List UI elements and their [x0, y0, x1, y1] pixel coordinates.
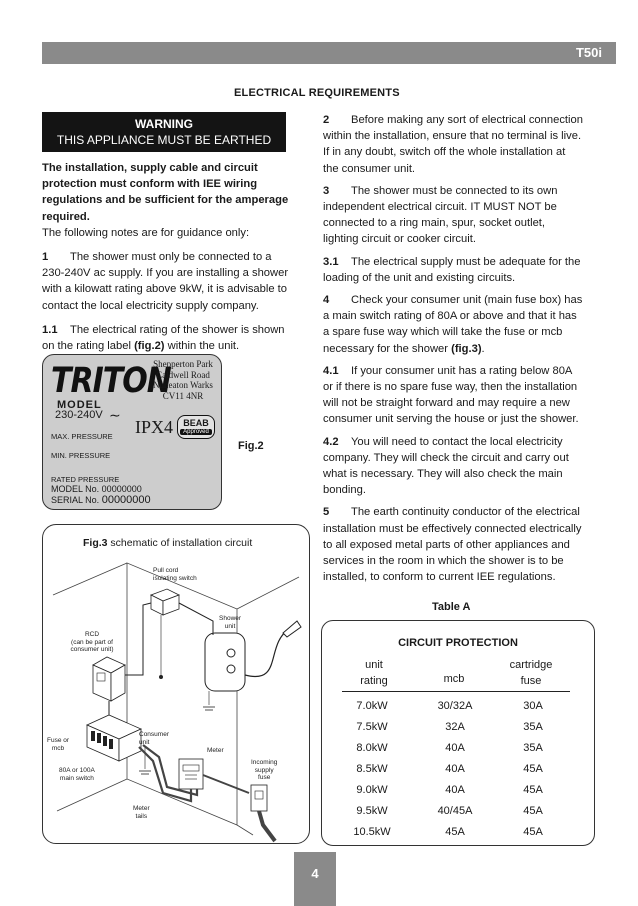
- rated-pressure-label: RATED PRESSURE: [51, 475, 120, 484]
- note-text-end: within the unit.: [164, 340, 240, 353]
- address-line: Shepperton Park: [153, 359, 213, 369]
- meter-tails-label: Meter tails: [133, 805, 150, 820]
- header-mcb: mcb: [443, 673, 465, 685]
- incoming-supply-cable: [259, 811, 275, 841]
- address-line: CV11 4NR: [162, 390, 204, 401]
- note-text-end: .: [481, 342, 485, 355]
- table-row: 7.0kW 30/32A 30A: [356, 699, 543, 712]
- beab-text: BEAB: [183, 418, 209, 428]
- warning-text: THIS APPLIANCE MUST BE EARTHED: [56, 133, 272, 147]
- manufacturer-address: [145, 359, 221, 401]
- note-1: [42, 249, 292, 314]
- table-row: 8.0kW 40A 35A: [356, 741, 543, 754]
- shower-unit-label: Shower unit: [219, 615, 242, 630]
- table-title: CIRCUIT PROTECTION: [398, 637, 518, 649]
- note-text: The electrical rating of the shower is shown on the rating label: [42, 323, 285, 353]
- document-title: T50i: [575, 45, 602, 60]
- address-line: Nuneaton Warks: [153, 380, 213, 390]
- note-text: Before making any sort of electrical connection within the installation, ensure that no terminal is live. If in any doubt, switch off the whole installation at the consumer unit.: [323, 114, 583, 175]
- intro-bold: The installation, supply cable and circuit protection must conform with IEE wiring regulations and be sufficient for the amperage required.: [42, 162, 289, 223]
- note-3-1: [323, 254, 583, 286]
- circuit-protection-table: [321, 620, 595, 846]
- right-column: [323, 112, 583, 585]
- ac-symbol-icon: ∼: [109, 407, 121, 423]
- note-text: The earth continuity conductor of the electrical installation must be effectively connected electrically to all exposed metal parts of other appliances and services in the room in which the shower is to be installed, to conform to current IEE regulations.: [323, 506, 582, 584]
- note-4-1: [323, 363, 583, 428]
- table-body: [322, 695, 594, 842]
- max-pressure-label: MAX. PRESSURE: [51, 432, 113, 441]
- serial-value: 00000000: [101, 494, 151, 506]
- fig3-title: schematic of installation circuit: [107, 537, 253, 549]
- note-2: [323, 112, 583, 177]
- serial-number: [51, 494, 151, 506]
- approved-text: Approved: [180, 429, 212, 435]
- meter-icon: [179, 759, 203, 789]
- main-switch-label: 80A or 100A main switch: [59, 767, 95, 782]
- schematic-panel: [42, 524, 310, 844]
- page-number: 4: [311, 866, 319, 881]
- ipx-rating: IPX4: [135, 417, 174, 437]
- figure-reference: (fig.3): [451, 342, 482, 355]
- shower-head-icon: [283, 621, 301, 637]
- intro-note: The following notes are for guidance only:: [42, 226, 250, 239]
- header-unit-rating: unit rating: [360, 659, 388, 687]
- note-number: 3.1: [323, 255, 339, 268]
- header-cartridge-fuse: cartridge fuse: [509, 659, 553, 687]
- table-row: 9.5kW 40/45A 45A: [356, 804, 543, 817]
- rating-label-plate: [42, 354, 222, 510]
- triton-logo: TRITON: [51, 361, 171, 402]
- figure-reference: (fig.2): [134, 340, 165, 353]
- consumer-unit-label: Consumer unit: [139, 731, 169, 746]
- incoming-supply-fuse-label: Incoming supply fuse: [251, 759, 278, 781]
- rcd-label: RCD (can be part of consumer unit): [70, 631, 114, 653]
- shower-hose: [245, 629, 289, 677]
- page-number-tab: [294, 852, 336, 906]
- table-row: 10.5kW 45A 45A: [353, 825, 543, 838]
- note-number: 2: [323, 114, 330, 126]
- model-label: MODEL: [57, 399, 102, 411]
- left-column: [42, 160, 292, 354]
- note-text: If your consumer unit has a rating below 80A or if there is no spare fuse way, then the installation will not be straight forward and may require a new consumer unit serving the house or just the shower.: [323, 364, 579, 426]
- note-number: 1: [42, 251, 49, 264]
- voltage-rating: 230-240V: [55, 409, 103, 421]
- note-number: 4: [323, 294, 330, 307]
- note-text: The shower must only be connected to a 230-240V ac supply. If you are installing a shower with a kilowatt rating above 9kW, it is advisable to contact the local electricity supply company.: [42, 251, 289, 312]
- note-number: 1.1: [42, 323, 58, 336]
- fig3-label: Fig.3: [83, 537, 108, 549]
- table-row: 9.0kW 40A 45A: [356, 783, 543, 796]
- note-5: [323, 504, 583, 585]
- header-bar: [42, 42, 616, 64]
- note-number: 3: [323, 184, 330, 197]
- fuse-or-mcb-label: Fuse or mcb: [47, 737, 70, 752]
- note-text: The electrical supply must be adequate for the loading of the unit and existing circuits.: [323, 255, 581, 284]
- note-3: [323, 183, 583, 248]
- note-number: 5: [323, 506, 330, 519]
- warning-box: [42, 112, 286, 152]
- pull-cord-label: Pull cord isolating switch: [153, 567, 197, 582]
- note-4: [323, 292, 583, 357]
- min-pressure-label: MIN. PRESSURE: [51, 451, 111, 460]
- note-text: Check your consumer unit (main fuse box) has a main switch rating of 80A or above and that it has a spare fuse way which will take the fuse or mcb necessary for the shower: [323, 294, 583, 355]
- header-rule: [342, 691, 570, 692]
- note-number: 4.1: [323, 364, 339, 377]
- model-number: MODEL No. 00000000: [51, 484, 142, 494]
- table-row: 8.5kW 40A 45A: [356, 762, 543, 775]
- address-line: Caldwell Road: [156, 369, 210, 380]
- table-row: 7.5kW 32A 35A: [356, 720, 543, 733]
- note-1-1: [42, 322, 292, 354]
- meter-label: Meter: [207, 747, 224, 754]
- fig2-caption: Fig.2: [238, 440, 264, 452]
- note-4-2: [323, 434, 583, 499]
- warning-heading: WARNING: [135, 117, 193, 131]
- shower-unit-icon: [205, 633, 245, 691]
- note-text: The shower must be connected to its own independent electrical circuit. IT MUST NOT be connected to a ring main, spur, socket outlet, lighting circuit or cooker circuit.: [323, 184, 558, 246]
- table-caption: Table A: [432, 601, 471, 613]
- beab-approval-mark: [177, 415, 215, 439]
- section-title: ELECTRICAL REQUIREMENTS: [234, 87, 400, 99]
- note-text: You will need to contact the local electricity company. They will check the circuit and carry out what is necessary. They will also check the main bonding.: [323, 435, 569, 497]
- note-number: 4.2: [323, 435, 339, 448]
- serial-label: SERIAL No.: [51, 495, 100, 505]
